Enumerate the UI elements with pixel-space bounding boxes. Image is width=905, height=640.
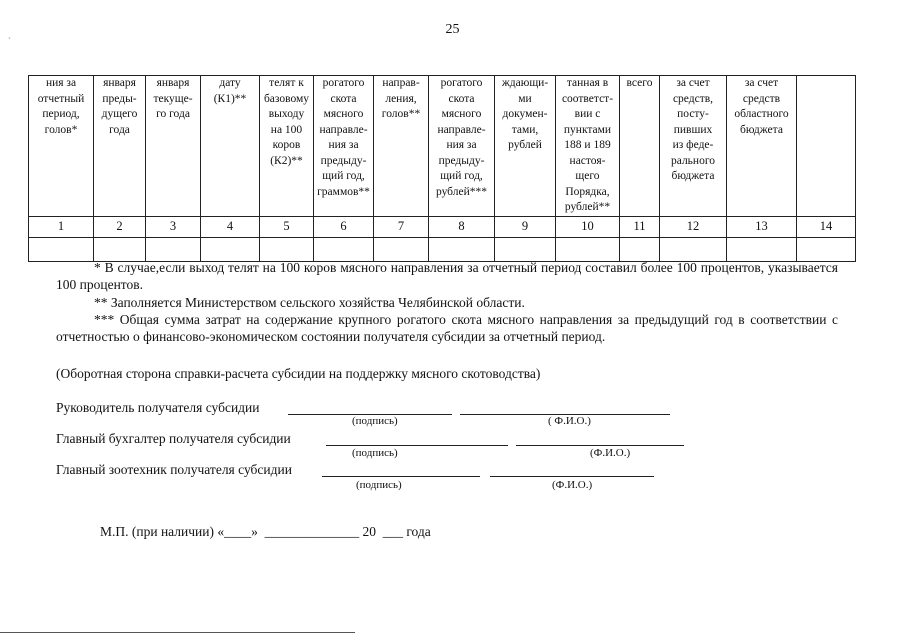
column-number: 10 <box>556 216 620 237</box>
column-number: 6 <box>314 216 374 237</box>
table-header-cell: января текуще- го года <box>146 76 201 217</box>
footnote-2: ** Заполняется Министерством сельского хозяйства Челябинской области. <box>94 295 525 310</box>
zootechnician-signature-label: Главный зоотехник получателя субсидии <box>56 462 292 477</box>
column-number: 11 <box>620 216 660 237</box>
table-cell <box>660 237 727 261</box>
column-number: 5 <box>260 216 314 237</box>
table-cell <box>429 237 495 261</box>
table-cell <box>374 237 429 261</box>
head-signature-label: Руководитель получателя субсидии <box>56 400 260 415</box>
page-number: 25 <box>445 22 460 37</box>
column-number: 14 <box>797 216 856 237</box>
table-header-cell: января преды- дущего года <box>94 76 146 217</box>
footnote-3: *** Общая сумма затрат на содержание крупного рогатого скота мясного направления за предыдущий год в соответствии с отчетностью о финансово-экономическом состоянии получателя субсидии за отчетный период. <box>56 312 838 344</box>
table-header-cell <box>797 76 856 217</box>
column-number: 9 <box>495 216 556 237</box>
table-header-cell: за счет средств, посту- пивших из феде- рального бюджета <box>660 76 727 217</box>
head-name-caption: ( Ф.И.О.) <box>548 415 591 427</box>
table-header-cell: рогатого скота мясного направле- ния за предыду- щий год, граммов** <box>314 76 374 217</box>
table-header-cell: телят к базовому выходу на 100 коров (К2)** <box>260 76 314 217</box>
accountant-signature-caption: (подпись) <box>352 447 398 459</box>
zootechnician-signature-caption: (подпись) <box>356 479 402 491</box>
table-header-row <box>29 76 856 217</box>
table-cell <box>314 237 374 261</box>
table-empty-row <box>29 237 856 261</box>
column-number: 1 <box>29 216 94 237</box>
table-cell <box>556 237 620 261</box>
zootechnician-name-caption: (Ф.И.О.) <box>552 479 593 491</box>
column-number: 2 <box>94 216 146 237</box>
table-cell <box>797 237 856 261</box>
table-cell <box>29 237 94 261</box>
column-number: 13 <box>727 216 797 237</box>
column-number: 8 <box>429 216 495 237</box>
zootechnician-name-line[interactable] <box>490 476 654 477</box>
table-cell <box>146 237 201 261</box>
table-cell <box>727 237 797 261</box>
subsidy-table <box>28 75 856 262</box>
footer-rule <box>0 632 355 633</box>
table-header-cell: всего <box>620 76 660 217</box>
table-cell <box>495 237 556 261</box>
column-number: 4 <box>201 216 260 237</box>
footnote-1: * В случае,если выход телят на 100 коров мясного направления за отчетный период составил более 100 процентов, указывается 100 процентов. <box>56 260 838 292</box>
table-cell <box>620 237 660 261</box>
column-number: 7 <box>374 216 429 237</box>
stray-mark: ` <box>8 36 11 46</box>
back-side-note: (Оборотная сторона справки-расчета субсидии на поддержку мясного скотоводства) <box>56 366 541 381</box>
table-cell <box>201 237 260 261</box>
table-header-cell: рогатого скота мясного направле- ния за предыду- щий год, рублей*** <box>429 76 495 217</box>
stamp-date-line: М.П. (при наличии) «____» ______________ 20 ___ года <box>100 524 431 539</box>
zootechnician-signature-line[interactable] <box>322 476 480 477</box>
accountant-signature-label: Главный бухгалтер получателя субсидии <box>56 431 291 446</box>
table-header-cell: ждающи- ми докумен- тами, рублей <box>495 76 556 217</box>
table-header-cell: танная в соответст- вии с пунктами 188 и 189 настоя- щего Порядка, рублей** <box>556 76 620 217</box>
column-number: 12 <box>660 216 727 237</box>
table-header-cell: ния за отчетный период, голов* <box>29 76 94 217</box>
head-signature-caption: (подпись) <box>352 415 398 427</box>
table-header-cell: дату (К1)** <box>201 76 260 217</box>
table-cell <box>260 237 314 261</box>
table-column-number-row <box>29 216 856 237</box>
column-number: 3 <box>146 216 201 237</box>
table-header-cell: направ- ления, голов** <box>374 76 429 217</box>
table-header-cell: за счет средств областного бюджета <box>727 76 797 217</box>
accountant-name-caption: (Ф.И.О.) <box>590 447 631 459</box>
accountant-name-line[interactable] <box>516 445 684 446</box>
accountant-signature-line[interactable] <box>326 445 508 446</box>
table-cell <box>94 237 146 261</box>
